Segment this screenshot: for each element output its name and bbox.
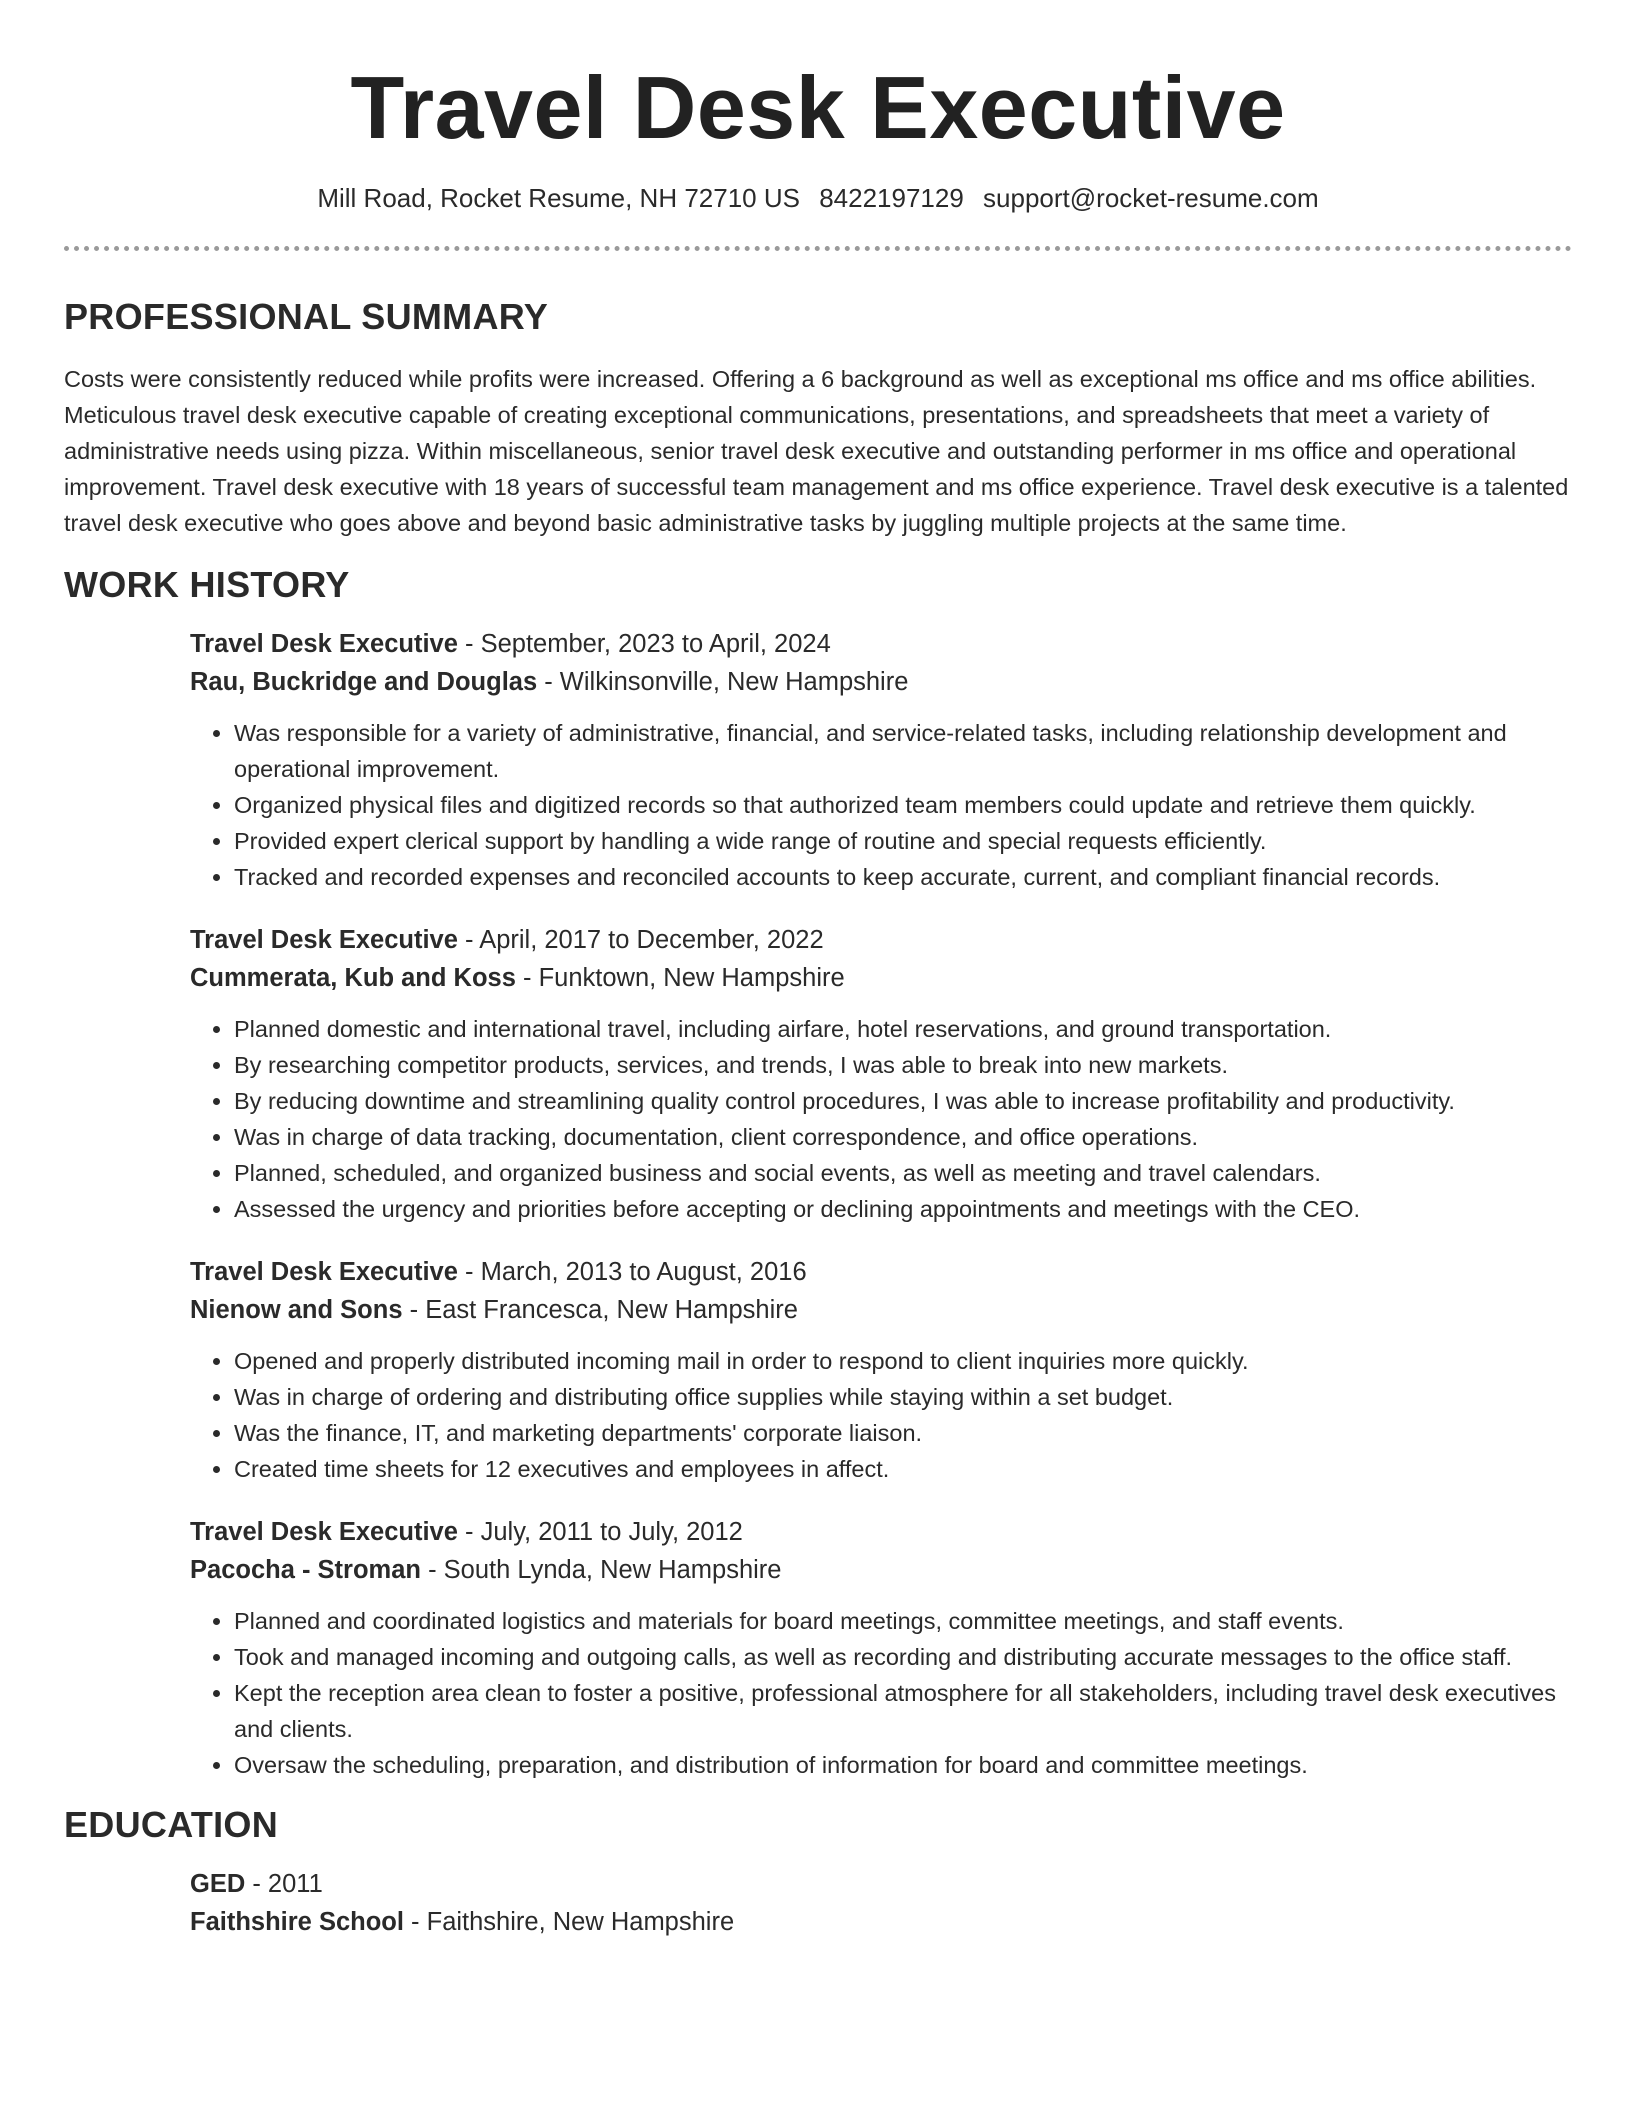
education-school: Faithshire School [190,1908,404,1936]
work-history-section [64,563,1572,1783]
job-bullet: • Provided expert clerical support by handling a wide range of routine and special requests efficiently. [234,823,1572,859]
job-bullet: • Kept the reception area clean to foster a positive, professional atmosphere for all stakeholders, including travel desk executives and clients. [234,1675,1572,1747]
job-bullet: • Was the finance, IT, and marketing departments' corporate liaison. [234,1415,1572,1451]
job-bullet: • Took and managed incoming and outgoing calls, as well as recording and distributing accurate messages to the office staff. [234,1639,1572,1675]
job-bullet: • Planned, scheduled, and organized business and social events, as well as meeting and travel calendars. [234,1155,1572,1191]
contact-phone: 8422197129 [819,183,964,213]
job-dates: - July, 2011 to July, 2012 [457,1518,743,1546]
contact-line [64,182,1572,214]
job-bullets [190,1343,1572,1487]
job-bullet: • By reducing downtime and streamlining quality control procedures, I was able to increase profitability and productivity. [234,1083,1572,1119]
education-school-line [190,1903,1572,1941]
education-entry [190,1865,1572,1941]
education-location: - Faithshire, New Hampshire [403,1908,735,1936]
job-role: Travel Desk Executive [190,1518,458,1546]
resume-page [64,0,1572,1941]
contact-address: Mill Road, Rocket Resume, NH 72710 US [317,183,800,213]
contact-email: support@rocket-resume.com [983,183,1319,213]
header-divider [64,246,1572,251]
summary-text: Costs were consistently reduced while profits were increased. Offering a 6 background as well as exceptional ms office and ms office abilities. Meticulous travel desk executive capable of creating exceptional communications, presentations, and spreadsheets that meet a variety of administrative needs using pizza. Within miscellaneous, senior travel desk executive and outstanding performer in ms office and operational improvement. Travel desk executive with 18 years of successful team management and ms office experience. Travel desk executive is a talented travel desk executive who goes above and beyond basic administrative tasks by juggling multiple projects at the same time. [64,366,1569,536]
job-company: Nienow and Sons [190,1296,403,1324]
job-title-line [190,921,1572,959]
job-entry [190,1253,1572,1487]
resume-name: Travel Desk Executive [350,58,1286,157]
job-entry [190,1513,1572,1783]
summary-section [64,295,1572,541]
job-location: - Funktown, New Hampshire [515,964,845,992]
job-bullet: • Was in charge of data tracking, documentation, client correspondence, and office operations. [234,1119,1572,1155]
job-title-line [190,625,1572,663]
job-dates: - September, 2023 to April, 2024 [457,630,831,658]
job-role: Travel Desk Executive [190,1258,458,1286]
job-company-line [190,1551,1572,1589]
job-bullet: • Was in charge of ordering and distributing office supplies while staying within a set budget. [234,1379,1572,1415]
job-title-line [190,1513,1572,1551]
job-company-line [190,1291,1572,1329]
job-location: - East Francesca, New Hampshire [402,1296,798,1324]
education-degree-line [190,1865,1572,1903]
work-history-heading: WORK HISTORY [64,564,350,605]
education-year: - 2011 [245,1870,323,1898]
job-company: Pacocha - Stroman [190,1556,421,1584]
education-degree: GED [190,1870,246,1898]
job-bullet: • Planned and coordinated logistics and materials for board meetings, committee meetings, and staff events. [234,1603,1572,1639]
education-section [64,1803,1572,1941]
summary-heading: PROFESSIONAL SUMMARY [64,296,549,337]
job-bullet: • By researching competitor products, services, and trends, I was able to break into new markets. [234,1047,1572,1083]
education-heading: EDUCATION [64,1804,279,1845]
job-bullet: • Created time sheets for 12 executives and employees in affect. [234,1451,1572,1487]
job-bullet: • Organized physical files and digitized records so that authorized team members could update and retrieve them quickly. [234,787,1572,823]
job-bullet: • Oversaw the scheduling, preparation, and distribution of information for board and committee meetings. [234,1747,1572,1783]
job-bullet: • Planned domestic and international travel, including airfare, hotel reservations, and ground transportation. [234,1011,1572,1047]
job-list [190,625,1572,1783]
job-bullet: • Opened and properly distributed incoming mail in order to respond to client inquiries more quickly. [234,1343,1572,1379]
job-location: - Wilkinsonville, New Hampshire [537,668,909,696]
job-role: Travel Desk Executive [190,926,458,954]
job-entry [190,625,1572,895]
job-bullets [190,715,1572,895]
job-bullet: • Was responsible for a variety of administrative, financial, and service-related tasks, including relationship development and operational improvement. [234,715,1572,787]
job-role: Travel Desk Executive [190,630,458,658]
job-company-line [190,663,1572,701]
job-bullets [190,1011,1572,1227]
job-bullet: • Assessed the urgency and priorities before accepting or declining appointments and meetings with the CEO. [234,1191,1572,1227]
job-company-line [190,959,1572,997]
job-location: - South Lynda, New Hampshire [420,1556,782,1584]
job-company: Rau, Buckridge and Douglas [190,668,538,696]
job-dates: - March, 2013 to August, 2016 [457,1258,807,1286]
job-dates: - April, 2017 to December, 2022 [457,926,824,954]
job-bullet: • Tracked and recorded expenses and reconciled accounts to keep accurate, current, and compliant financial records. [234,859,1572,895]
job-entry [190,921,1572,1227]
job-company: Cummerata, Kub and Koss [190,964,516,992]
job-bullets [190,1603,1572,1783]
job-title-line [190,1253,1572,1291]
